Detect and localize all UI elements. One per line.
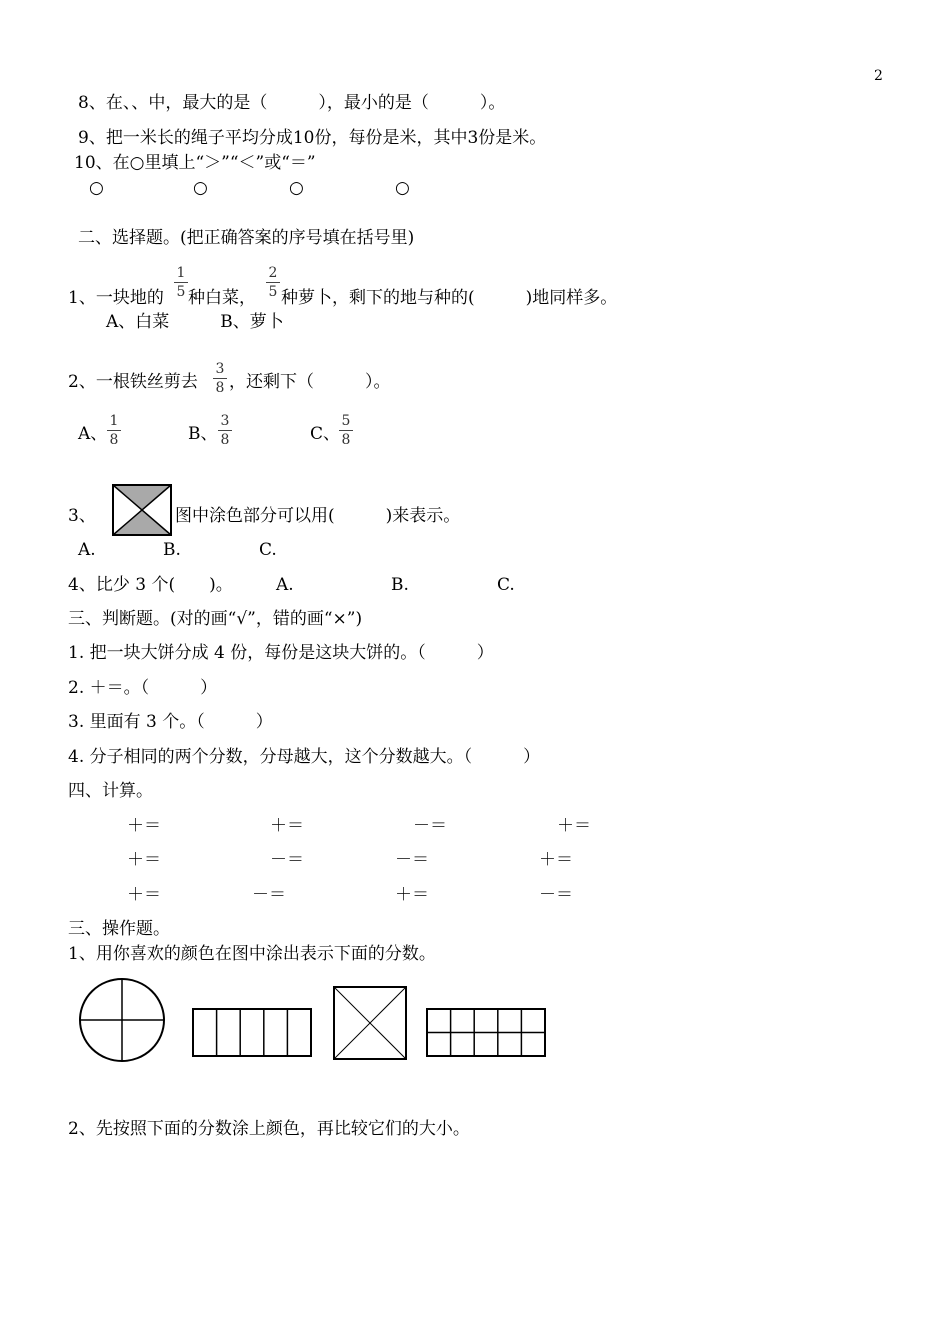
- choice-q2-text-a: 2、一根铁丝剪去: [68, 372, 198, 392]
- calc-r2-c2: －＝: [270, 850, 304, 870]
- choice-q1-options: A、白菜 B、萝卜: [106, 312, 284, 332]
- choice-q3-text: 图中涂色部分可以用( )来表示。: [175, 506, 461, 526]
- calc-r2-c3: －＝: [395, 850, 429, 870]
- choice-q3-option-b: B.: [163, 540, 181, 560]
- calc-r2-c1: ＋＝: [127, 850, 161, 870]
- section-calc-title: 四、计算。: [68, 781, 153, 801]
- choice-q3-option-c: C.: [259, 540, 277, 560]
- judge-item-3: 3. 里面有 3 个。（ ）: [68, 712, 273, 732]
- section-choice-title: 二、选择题。(把正确答案的序号填在括号里): [78, 228, 415, 248]
- page-number: 2: [874, 68, 883, 84]
- choice-q3-number: 3、: [68, 506, 96, 526]
- choice-q3-option-a: A.: [78, 540, 96, 560]
- fraction-1-5: 1 5: [174, 265, 188, 300]
- ten-part-grid-figure: [426, 1008, 547, 1058]
- choice-q2-option-a: A、: [78, 424, 108, 444]
- choice-q2-option-b: B、: [188, 424, 218, 444]
- calc-r1-c2: ＋＝: [270, 816, 304, 836]
- calc-r3-c1: ＋＝: [127, 885, 161, 905]
- calc-r1-c3: －＝: [413, 816, 447, 836]
- calc-r3-c4: －＝: [539, 885, 573, 905]
- fraction-3-8: 3 8: [213, 361, 227, 396]
- compare-circle-1: ○: [89, 178, 104, 198]
- choice-q4-option-c: C.: [497, 575, 515, 595]
- choice-q4-option-a: A.: [276, 575, 294, 595]
- judge-item-4: 4. 分子相同的两个分数，分母越大，这个分数越大。（ ）: [68, 747, 541, 767]
- compare-circle-2: ○: [193, 178, 208, 198]
- judge-item-2: 2. ＋＝。（ ）: [68, 678, 218, 698]
- choice-q4-text: 4、比少 3 个( )。: [68, 575, 233, 595]
- calc-r3-c3: ＋＝: [395, 885, 429, 905]
- question-10: 10、在○里填上“＞”“＜”或“＝”: [74, 153, 316, 173]
- choice-q1-text-a: 1、一块地的: [68, 288, 164, 308]
- calc-r2-c4: ＋＝: [539, 850, 573, 870]
- compare-circle-4: ○: [395, 178, 410, 198]
- compare-circle-3: ○: [289, 178, 304, 198]
- choice-q1-text-b: 种白菜，: [188, 288, 256, 308]
- option-c-fraction: 5 8: [339, 413, 353, 448]
- section-operate-title: 三、操作题。: [68, 919, 170, 939]
- operate-q1: 1、用你喜欢的颜色在图中涂出表示下面的分数。: [68, 944, 436, 964]
- judge-item-1: 1. 把一块大饼分成 4 份，每份是这块大饼的。（ ）: [68, 643, 494, 663]
- question-8: 8、在、、中，最大的是（ ），最小的是（ ）。: [78, 93, 506, 113]
- calc-r1-c1: ＋＝: [127, 816, 161, 836]
- choice-q2-option-c: C、: [310, 424, 341, 444]
- choice-q2-text-b: ，还剩下（ ）。: [229, 372, 391, 392]
- five-part-rectangle-figure: [192, 1008, 313, 1058]
- calc-r1-c4: ＋＝: [557, 816, 591, 836]
- option-a-fraction: 1 8: [107, 413, 121, 448]
- operate-q2: 2、先按照下面的分数涂上颜色，再比较它们的大小。: [68, 1119, 470, 1139]
- question-9: 9、把一米长的绳子平均分成10份，每份是米，其中3份是米。: [78, 128, 547, 148]
- fraction-2-5: 2 5: [266, 265, 280, 300]
- option-b-fraction: 3 8: [218, 413, 232, 448]
- crossed-square-figure: [333, 986, 407, 1060]
- choice-q4-option-b: B.: [391, 575, 409, 595]
- calc-r3-c2: －＝: [252, 885, 286, 905]
- shaded-square-figure: [112, 484, 172, 536]
- quartered-circle-figure: [78, 978, 168, 1064]
- section-judge-title: 三、判断题。(对的画“√”，错的画“×”): [68, 609, 363, 629]
- choice-q1-text-c: 种萝卜，剩下的地与种的( )地同样多。: [281, 288, 618, 308]
